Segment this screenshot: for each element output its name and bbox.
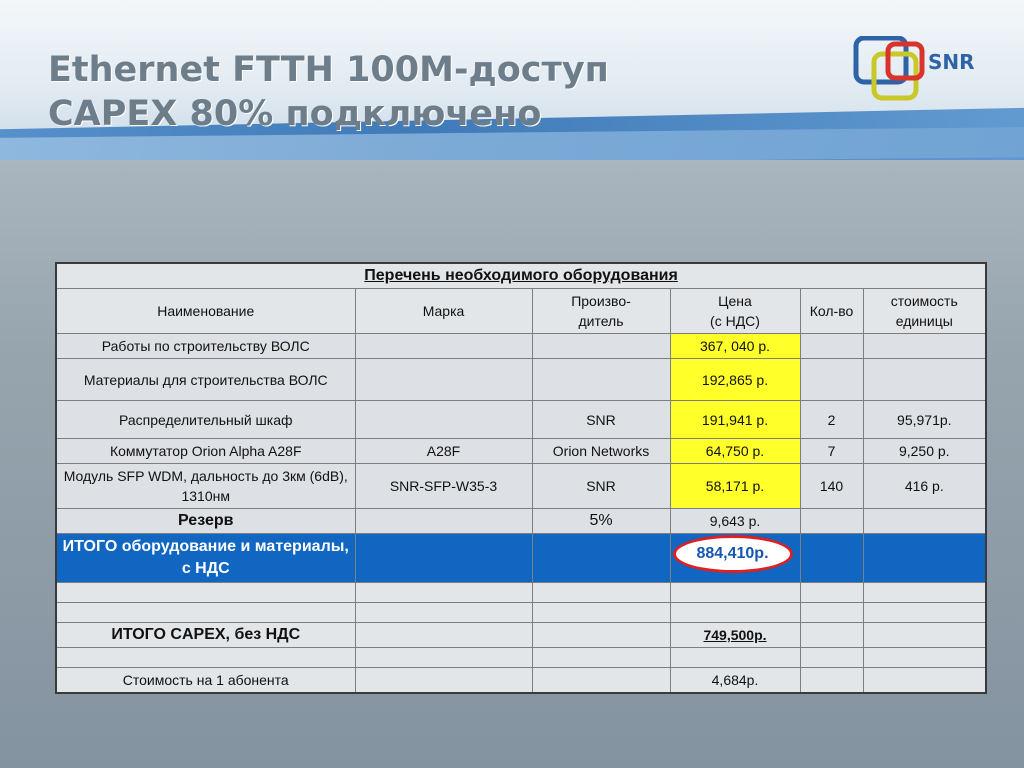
- table-row: [56, 359, 986, 401]
- total-equipment-row: [56, 534, 986, 583]
- header-unit-cost: стоимость единицы: [863, 289, 986, 334]
- header-maker: Произво- дитель: [532, 289, 670, 334]
- row-qty: [800, 359, 863, 401]
- row-name: Материалы для строительства ВОЛС: [56, 359, 355, 401]
- row-maker: [532, 334, 670, 359]
- equipment-table-wrap: [55, 262, 985, 694]
- total-equipment-label: ИТОГО оборудование и материалы, с НДС: [56, 534, 355, 583]
- reserve-percent: 5%: [532, 509, 670, 534]
- table-caption: Перечень необходимого оборудования: [56, 263, 986, 289]
- total-equipment-price-cell: [670, 534, 800, 583]
- header-name: Наименование: [56, 289, 355, 334]
- row-qty: 7: [800, 439, 863, 464]
- slide-header: [0, 0, 1024, 160]
- empty-row: [56, 648, 986, 668]
- row-maker: SNR: [532, 401, 670, 439]
- row-price: 367, 040 р.: [670, 334, 800, 359]
- per-subscriber-price: 4,684р.: [670, 668, 800, 694]
- row-brand: A28F: [355, 439, 532, 464]
- row-price: 58,171 р.: [670, 464, 800, 509]
- table-header-row: [56, 289, 986, 334]
- row-maker: [532, 359, 670, 401]
- row-qty: [800, 334, 863, 359]
- row-qty: 2: [800, 401, 863, 439]
- reserve-row: [56, 509, 986, 534]
- header-price: Цена (с НДС): [670, 289, 800, 334]
- reserve-price: 9,643 р.: [670, 509, 800, 534]
- logo-text: SNR: [928, 50, 975, 74]
- row-name: Распределительный шкаф: [56, 401, 355, 439]
- row-name: Работы по строительству ВОЛС: [56, 334, 355, 359]
- header-brand: Марка: [355, 289, 532, 334]
- per-subscriber-row: [56, 668, 986, 694]
- empty-row: [56, 603, 986, 623]
- slide-title: [48, 48, 609, 136]
- row-name: Модуль SFP WDM, дальность до 3км (6dB), 1310нм: [56, 464, 355, 509]
- row-qty: 140: [800, 464, 863, 509]
- row-unit-cost: [863, 359, 986, 401]
- table-row: [56, 334, 986, 359]
- equipment-table: [55, 262, 987, 694]
- row-brand: [355, 359, 532, 401]
- table-row: [56, 439, 986, 464]
- row-maker: Orion Networks: [532, 439, 670, 464]
- row-price: 64,750 р.: [670, 439, 800, 464]
- table-caption-row: [56, 263, 986, 289]
- total-equipment-price: 884,410р.: [673, 535, 793, 573]
- row-unit-cost: 416 р.: [863, 464, 986, 509]
- header-qty: Кол-во: [800, 289, 863, 334]
- row-brand: SNR-SFP-W35-3: [355, 464, 532, 509]
- row-unit-cost: 95,971р.: [863, 401, 986, 439]
- row-brand: [355, 334, 532, 359]
- capex-label: ИТОГО CAPEX, без НДС: [56, 623, 355, 648]
- row-price: 192,865 р.: [670, 359, 800, 401]
- title-line-2: CAPEX 80% подключено: [48, 94, 542, 134]
- table-row: [56, 464, 986, 509]
- capex-row: [56, 623, 986, 648]
- capex-price: 749,500р.: [670, 623, 800, 648]
- row-unit-cost: 9,250 р.: [863, 439, 986, 464]
- row-name: Коммутатор Orion Alpha A28F: [56, 439, 355, 464]
- row-brand: [355, 401, 532, 439]
- row-price: 191,941 р.: [670, 401, 800, 439]
- table-row: [56, 401, 986, 439]
- title-line-1: Ethernet FTTH 100M-доступ: [48, 50, 609, 90]
- row-maker: SNR: [532, 464, 670, 509]
- reserve-label: Резерв: [56, 509, 355, 534]
- empty-row: [56, 583, 986, 603]
- row-unit-cost: [863, 334, 986, 359]
- per-subscriber-label: Стоимость на 1 абонента: [56, 668, 355, 694]
